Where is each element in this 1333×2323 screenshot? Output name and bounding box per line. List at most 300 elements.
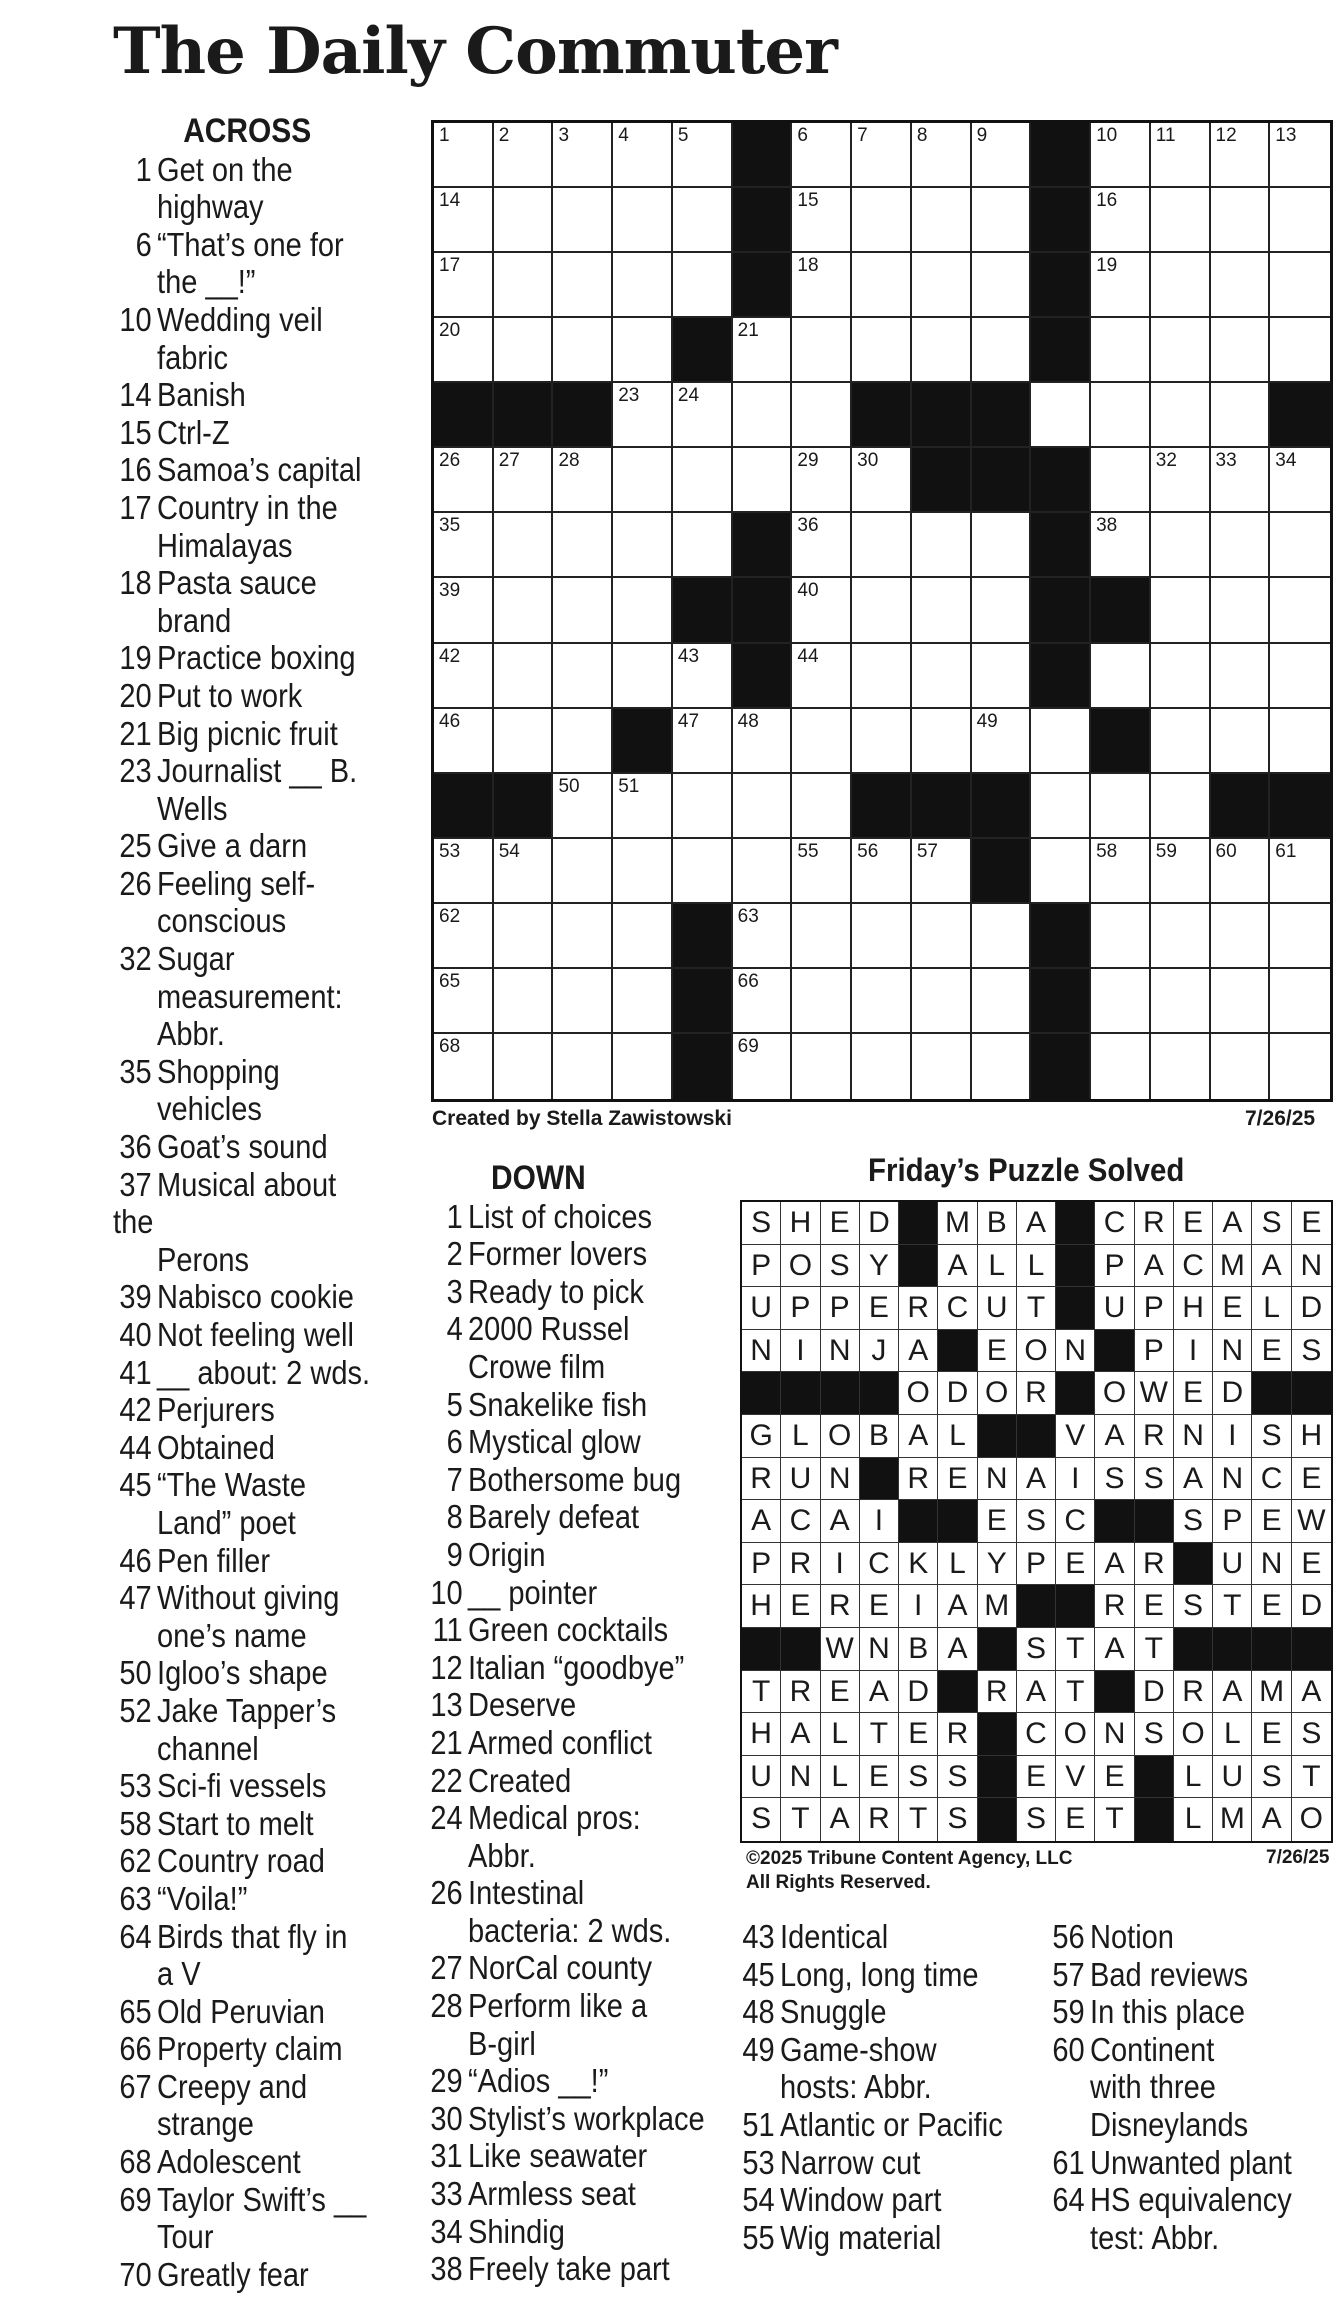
grid-cell[interactable] — [792, 448, 852, 513]
grid-cell[interactable] — [1270, 904, 1330, 969]
cell-number: 65 — [439, 970, 461, 992]
grid-cell[interactable] — [733, 969, 793, 1034]
grid-cell[interactable] — [912, 253, 972, 318]
solution-letter: A — [742, 1500, 781, 1543]
clue-item — [736, 1956, 1009, 1994]
cell-number: 62 — [439, 905, 461, 927]
solution-letter: N — [1056, 1330, 1095, 1373]
solution-letter: A — [1095, 1628, 1134, 1671]
grid-cell[interactable] — [792, 188, 852, 253]
grid-cell[interactable] — [912, 839, 972, 904]
grid-cell[interactable] — [852, 318, 912, 383]
grid-cell[interactable] — [673, 839, 733, 904]
grid-block — [733, 578, 793, 643]
solution-letter: T — [781, 1798, 820, 1841]
grid-cell[interactable] — [792, 709, 852, 774]
cell-number: 46 — [439, 710, 461, 732]
clue-text: Identical — [780, 1918, 889, 1955]
grid-cell[interactable] — [1091, 774, 1151, 839]
solution-block — [1056, 1372, 1095, 1415]
clue-item — [736, 2219, 1009, 2257]
clue-number: 30 — [430, 2099, 463, 2137]
clue-number: 11 — [432, 1611, 463, 1649]
cell-number: 19 — [1096, 255, 1118, 277]
grid-cell[interactable] — [1270, 188, 1330, 253]
grid-cell[interactable] — [1091, 644, 1151, 709]
clue-number: 33 — [430, 2175, 463, 2213]
clue-number: 41 — [119, 1353, 152, 1391]
solution-letter: R — [781, 1671, 820, 1714]
clue-item — [424, 1386, 714, 1424]
solution-letter: U — [1095, 1287, 1134, 1330]
grid-cell[interactable] — [553, 123, 613, 188]
grid-cell[interactable] — [852, 969, 912, 1034]
cell-number: 55 — [797, 840, 819, 862]
grid-cell[interactable] — [1091, 1034, 1151, 1099]
grid-cell[interactable] — [553, 578, 613, 643]
solution-letter: E — [821, 1671, 860, 1714]
grid-cell[interactable] — [1211, 839, 1271, 904]
grid-cell[interactable] — [673, 513, 733, 578]
clue-number: 7 — [446, 1460, 463, 1498]
grid-cell[interactable] — [1091, 318, 1151, 383]
grid-cell[interactable] — [972, 188, 1032, 253]
clue-number: 3 — [446, 1272, 463, 1310]
grid-cell[interactable] — [912, 969, 972, 1034]
clue-item — [113, 2143, 381, 2181]
solution-letter: U — [781, 1458, 820, 1501]
clue-item — [424, 2250, 714, 2288]
clue-number: 39 — [119, 1278, 152, 1316]
solution-letter: R — [1017, 1372, 1056, 1415]
clue-number: 1 — [446, 1197, 463, 1235]
grid-cell[interactable] — [613, 253, 673, 318]
clue-number: 15 — [119, 413, 152, 451]
grid-cell[interactable] — [1091, 969, 1151, 1034]
grid-cell[interactable] — [613, 448, 673, 513]
solution-letter: H — [1292, 1415, 1331, 1458]
grid-cell[interactable] — [912, 578, 972, 643]
grid-cell[interactable] — [1211, 448, 1271, 513]
grid-cell[interactable] — [1151, 578, 1211, 643]
clue-number: 2 — [446, 1235, 463, 1273]
solution-letter: A — [1017, 1671, 1056, 1714]
clue-item — [113, 752, 381, 827]
clue-number: 38 — [430, 2250, 463, 2288]
grid-cell[interactable] — [434, 709, 494, 774]
solution-letter: N — [821, 1330, 860, 1373]
grid-cell[interactable] — [1270, 1034, 1330, 1099]
clue-text: fabric — [157, 338, 229, 376]
solution-letter: E — [1292, 1458, 1331, 1501]
clue-item — [424, 1724, 714, 1762]
clue-text: Stylist’s workplace — [468, 2099, 705, 2137]
solution-letter: A — [1017, 1458, 1056, 1501]
solution-letter: H — [781, 1202, 820, 1245]
grid-cell[interactable] — [553, 904, 613, 969]
clue-item — [1046, 1956, 1301, 1994]
clue-number: 17 — [119, 488, 152, 526]
grid-cell[interactable] — [1211, 578, 1271, 643]
grid-cell[interactable] — [1270, 644, 1330, 709]
clue-number: 6 — [446, 1423, 463, 1461]
solution-letter: R — [821, 1585, 860, 1628]
grid-cell[interactable] — [1211, 513, 1271, 578]
grid-cell[interactable] — [852, 644, 912, 709]
solution-letter: S — [1174, 1500, 1213, 1543]
cell-number: 61 — [1275, 840, 1297, 862]
solution-letter: N — [1252, 1543, 1291, 1586]
grid-cell[interactable] — [852, 904, 912, 969]
grid-cell[interactable] — [852, 253, 912, 318]
grid-cell[interactable] — [553, 709, 613, 774]
clue-text: the __!” — [157, 263, 256, 301]
grid-cell[interactable] — [1151, 383, 1211, 448]
clue-text: Perform like a — [468, 1987, 648, 2025]
grid-cell[interactable] — [1091, 253, 1151, 318]
grid-cell[interactable] — [792, 1034, 852, 1099]
clue-text: Armless seat — [468, 2175, 636, 2213]
grid-cell[interactable] — [434, 904, 494, 969]
solution-letter: E — [899, 1713, 938, 1756]
clue-text: Wig material — [780, 2218, 942, 2256]
grid-cell[interactable] — [733, 774, 793, 839]
grid-block — [1031, 513, 1091, 578]
grid-cell[interactable] — [494, 188, 554, 253]
clue-number: 52 — [119, 1691, 152, 1729]
clue-text: Bad reviews — [1090, 1955, 1249, 1993]
grid-cell[interactable] — [1091, 904, 1151, 969]
grid-cell[interactable] — [733, 383, 793, 448]
grid-cell[interactable] — [1151, 1034, 1211, 1099]
grid-cell[interactable] — [792, 904, 852, 969]
clue-item — [736, 2031, 1009, 2106]
grid-cell[interactable] — [792, 123, 852, 188]
grid-cell[interactable] — [613, 318, 673, 383]
grid-cell[interactable] — [434, 839, 494, 904]
grid-cell[interactable] — [852, 123, 912, 188]
solution-letter: R — [1135, 1543, 1174, 1586]
clue-text: Banish — [157, 376, 246, 414]
grid-cell[interactable] — [1031, 839, 1091, 904]
grid-cell[interactable] — [553, 774, 613, 839]
grid-cell[interactable] — [613, 383, 673, 448]
grid-cell[interactable] — [673, 383, 733, 448]
grid-cell[interactable] — [494, 318, 554, 383]
grid-cell[interactable] — [852, 1034, 912, 1099]
solution-letter: T — [742, 1671, 781, 1714]
grid-cell[interactable] — [792, 253, 852, 318]
down-heading: DOWN — [491, 1159, 586, 1197]
grid-cell[interactable] — [494, 904, 554, 969]
grid-cell[interactable] — [1270, 253, 1330, 318]
grid-cell[interactable] — [673, 253, 733, 318]
grid-cell[interactable] — [1151, 513, 1211, 578]
grid-cell[interactable] — [613, 188, 673, 253]
clue-item — [424, 2175, 714, 2213]
clue-item — [424, 1536, 714, 1574]
grid-cell[interactable] — [972, 513, 1032, 578]
grid-cell[interactable] — [434, 318, 494, 383]
clue-text: Creepy and — [157, 2067, 308, 2105]
grid-cell[interactable] — [1270, 578, 1330, 643]
grid-cell[interactable] — [434, 513, 494, 578]
solution-letter: E — [860, 1585, 899, 1628]
solution-letter: D — [1213, 1372, 1252, 1415]
grid-cell[interactable] — [972, 904, 1032, 969]
grid-cell[interactable] — [613, 839, 673, 904]
grid-cell[interactable] — [1270, 318, 1330, 383]
grid-cell[interactable] — [1270, 839, 1330, 904]
grid-cell[interactable] — [1091, 448, 1151, 513]
solution-letter: N — [1292, 1245, 1331, 1288]
grid-block — [1091, 709, 1151, 774]
grid-cell[interactable] — [613, 1034, 673, 1099]
clue-text: Sugar — [157, 940, 235, 978]
cell-number: 6 — [797, 125, 808, 146]
grid-cell[interactable] — [1211, 123, 1271, 188]
grid-cell[interactable] — [792, 839, 852, 904]
grid-cell[interactable] — [733, 904, 793, 969]
grid-cell[interactable] — [1091, 383, 1151, 448]
clue-number: 21 — [119, 714, 152, 752]
solution-letter: A — [938, 1245, 977, 1288]
grid-cell[interactable] — [613, 644, 673, 709]
grid-cell[interactable] — [972, 1034, 1032, 1099]
grid-cell[interactable] — [673, 774, 733, 839]
grid-cell[interactable] — [494, 513, 554, 578]
cell-number: 7 — [857, 125, 868, 146]
grid-cell[interactable] — [1091, 123, 1151, 188]
grid-cell[interactable] — [494, 1034, 554, 1099]
grid-cell[interactable] — [673, 709, 733, 774]
grid-cell[interactable] — [494, 969, 554, 1034]
solution-block — [938, 1671, 977, 1714]
grid-cell[interactable] — [553, 318, 613, 383]
solution-letter: D — [1135, 1671, 1174, 1714]
grid-cell[interactable] — [1151, 709, 1211, 774]
grid-cell[interactable] — [972, 709, 1032, 774]
clue-number: 54 — [742, 2181, 775, 2219]
grid-cell[interactable] — [852, 839, 912, 904]
grid-cell[interactable] — [733, 709, 793, 774]
solution-block — [1056, 1202, 1095, 1245]
crossword-grid[interactable] — [431, 120, 1333, 1102]
clue-number: 16 — [119, 451, 152, 489]
grid-cell[interactable] — [792, 578, 852, 643]
grid-cell[interactable] — [972, 578, 1032, 643]
grid-cell[interactable] — [912, 709, 972, 774]
grid-cell[interactable] — [553, 513, 613, 578]
grid-cell[interactable] — [494, 839, 554, 904]
grid-cell[interactable] — [1151, 904, 1211, 969]
grid-cell[interactable] — [852, 709, 912, 774]
clue-text: Feeling self- — [157, 864, 316, 902]
grid-cell[interactable] — [1211, 383, 1271, 448]
solution-letter: L — [978, 1245, 1017, 1288]
grid-cell[interactable] — [1151, 253, 1211, 318]
solution-letter: S — [938, 1756, 977, 1799]
grid-cell[interactable] — [673, 123, 733, 188]
clue-text: Put to work — [157, 676, 303, 714]
grid-cell[interactable] — [912, 188, 972, 253]
grid-cell[interactable] — [553, 969, 613, 1034]
grid-cell[interactable] — [494, 578, 554, 643]
grid-cell[interactable] — [1031, 709, 1091, 774]
grid-cell[interactable] — [1211, 644, 1271, 709]
clue-number: 63 — [119, 1879, 152, 1917]
grid-cell[interactable] — [852, 578, 912, 643]
grid-cell[interactable] — [494, 644, 554, 709]
grid-cell[interactable] — [1151, 448, 1211, 513]
clue-text: brand — [157, 601, 232, 639]
grid-cell[interactable] — [1211, 188, 1271, 253]
grid-cell[interactable] — [434, 644, 494, 709]
grid-cell[interactable] — [972, 969, 1032, 1034]
grid-cell[interactable] — [1151, 969, 1211, 1034]
grid-cell[interactable] — [1211, 318, 1271, 383]
clue-number: 46 — [119, 1541, 152, 1579]
grid-cell[interactable] — [1211, 969, 1271, 1034]
grid-cell[interactable] — [733, 448, 793, 513]
grid-cell[interactable] — [912, 123, 972, 188]
grid-cell[interactable] — [792, 774, 852, 839]
grid-cell[interactable] — [553, 644, 613, 709]
grid-cell[interactable] — [792, 318, 852, 383]
grid-cell[interactable] — [1151, 123, 1211, 188]
clue-item — [113, 1354, 381, 1392]
grid-cell[interactable] — [553, 448, 613, 513]
grid-cell[interactable] — [553, 839, 613, 904]
grid-cell[interactable] — [852, 448, 912, 513]
cell-number: 54 — [498, 840, 520, 862]
grid-cell[interactable] — [1270, 969, 1330, 1034]
solution-letter: M — [1213, 1798, 1252, 1841]
grid-cell[interactable] — [1151, 644, 1211, 709]
grid-cell[interactable] — [912, 904, 972, 969]
solution-letter: S — [1095, 1458, 1134, 1501]
grid-cell[interactable] — [1211, 904, 1271, 969]
clue-item — [424, 1762, 714, 1800]
clue-item — [736, 2106, 1009, 2144]
grid-cell[interactable] — [852, 188, 912, 253]
clue-text: Like seawater — [468, 2137, 648, 2175]
solution-block — [1095, 1500, 1134, 1543]
grid-cell[interactable] — [494, 253, 554, 318]
solution-block — [1017, 1585, 1056, 1628]
grid-cell[interactable] — [494, 123, 554, 188]
grid-cell[interactable] — [1091, 513, 1151, 578]
grid-cell[interactable] — [1151, 839, 1211, 904]
grid-cell[interactable] — [673, 644, 733, 709]
solution-letter: W — [821, 1628, 860, 1671]
clue-text: conscious — [157, 902, 287, 940]
grid-cell[interactable] — [1091, 188, 1151, 253]
grid-cell[interactable] — [1211, 709, 1271, 774]
grid-cell[interactable] — [434, 448, 494, 513]
grid-cell[interactable] — [434, 1034, 494, 1099]
grid-cell[interactable] — [972, 123, 1032, 188]
grid-cell[interactable] — [434, 123, 494, 188]
grid-cell[interactable] — [1151, 774, 1211, 839]
grid-cell[interactable] — [1211, 253, 1271, 318]
grid-cell[interactable] — [1270, 123, 1330, 188]
grid-cell[interactable] — [972, 253, 1032, 318]
solution-block — [978, 1628, 1017, 1671]
grid-cell[interactable] — [733, 318, 793, 383]
grid-cell[interactable] — [434, 188, 494, 253]
clue-text: Samoa’s capital — [157, 451, 362, 489]
grid-cell[interactable] — [553, 253, 613, 318]
grid-cell[interactable] — [434, 969, 494, 1034]
grid-cell[interactable] — [1211, 1034, 1271, 1099]
grid-cell[interactable] — [613, 513, 673, 578]
grid-cell[interactable] — [1031, 774, 1091, 839]
grid-cell[interactable] — [1270, 709, 1330, 774]
solution-letter: S — [1017, 1798, 1056, 1841]
solution-letter: A — [781, 1713, 820, 1756]
grid-cell[interactable] — [912, 513, 972, 578]
clue-text: Jake Tapper’s — [157, 1691, 337, 1729]
solution-letter: U — [742, 1756, 781, 1799]
grid-cell[interactable] — [733, 1034, 793, 1099]
cell-number: 63 — [737, 905, 759, 927]
cell-number: 34 — [1275, 450, 1297, 472]
grid-cell[interactable] — [912, 644, 972, 709]
grid-cell[interactable] — [613, 904, 673, 969]
grid-cell[interactable] — [613, 578, 673, 643]
grid-cell[interactable] — [792, 513, 852, 578]
grid-cell[interactable] — [972, 644, 1032, 709]
solution-letter: L — [821, 1713, 860, 1756]
grid-cell[interactable] — [494, 709, 554, 774]
grid-cell[interactable] — [792, 969, 852, 1034]
solution-letter: P — [742, 1245, 781, 1288]
grid-cell[interactable] — [553, 1034, 613, 1099]
cell-number: 53 — [439, 840, 461, 862]
grid-cell[interactable] — [434, 578, 494, 643]
grid-cell[interactable] — [494, 448, 554, 513]
grid-cell[interactable] — [912, 1034, 972, 1099]
grid-block — [1031, 253, 1091, 318]
solution-letter: R — [1174, 1671, 1213, 1714]
grid-cell[interactable] — [912, 318, 972, 383]
clue-item — [113, 2030, 381, 2068]
grid-cell[interactable] — [852, 513, 912, 578]
grid-cell[interactable] — [1151, 188, 1211, 253]
grid-cell[interactable] — [1270, 513, 1330, 578]
grid-cell[interactable] — [613, 123, 673, 188]
grid-cell[interactable] — [613, 774, 673, 839]
solution-letter: C — [860, 1543, 899, 1586]
grid-cell[interactable] — [673, 448, 733, 513]
grid-cell[interactable] — [792, 383, 852, 448]
grid-cell[interactable] — [1151, 318, 1211, 383]
grid-cell[interactable] — [1270, 448, 1330, 513]
grid-cell[interactable] — [792, 644, 852, 709]
grid-cell[interactable] — [733, 839, 793, 904]
grid-cell[interactable] — [553, 188, 613, 253]
grid-cell[interactable] — [613, 969, 673, 1034]
grid-cell[interactable] — [434, 253, 494, 318]
grid-cell[interactable] — [1091, 839, 1151, 904]
clue-number: 10 — [430, 1573, 463, 1611]
grid-cell[interactable] — [1031, 383, 1091, 448]
grid-cell[interactable] — [972, 318, 1032, 383]
grid-cell[interactable] — [673, 188, 733, 253]
clue-text: Journalist __ B. — [157, 752, 358, 790]
solution-letter: N — [1213, 1330, 1252, 1373]
